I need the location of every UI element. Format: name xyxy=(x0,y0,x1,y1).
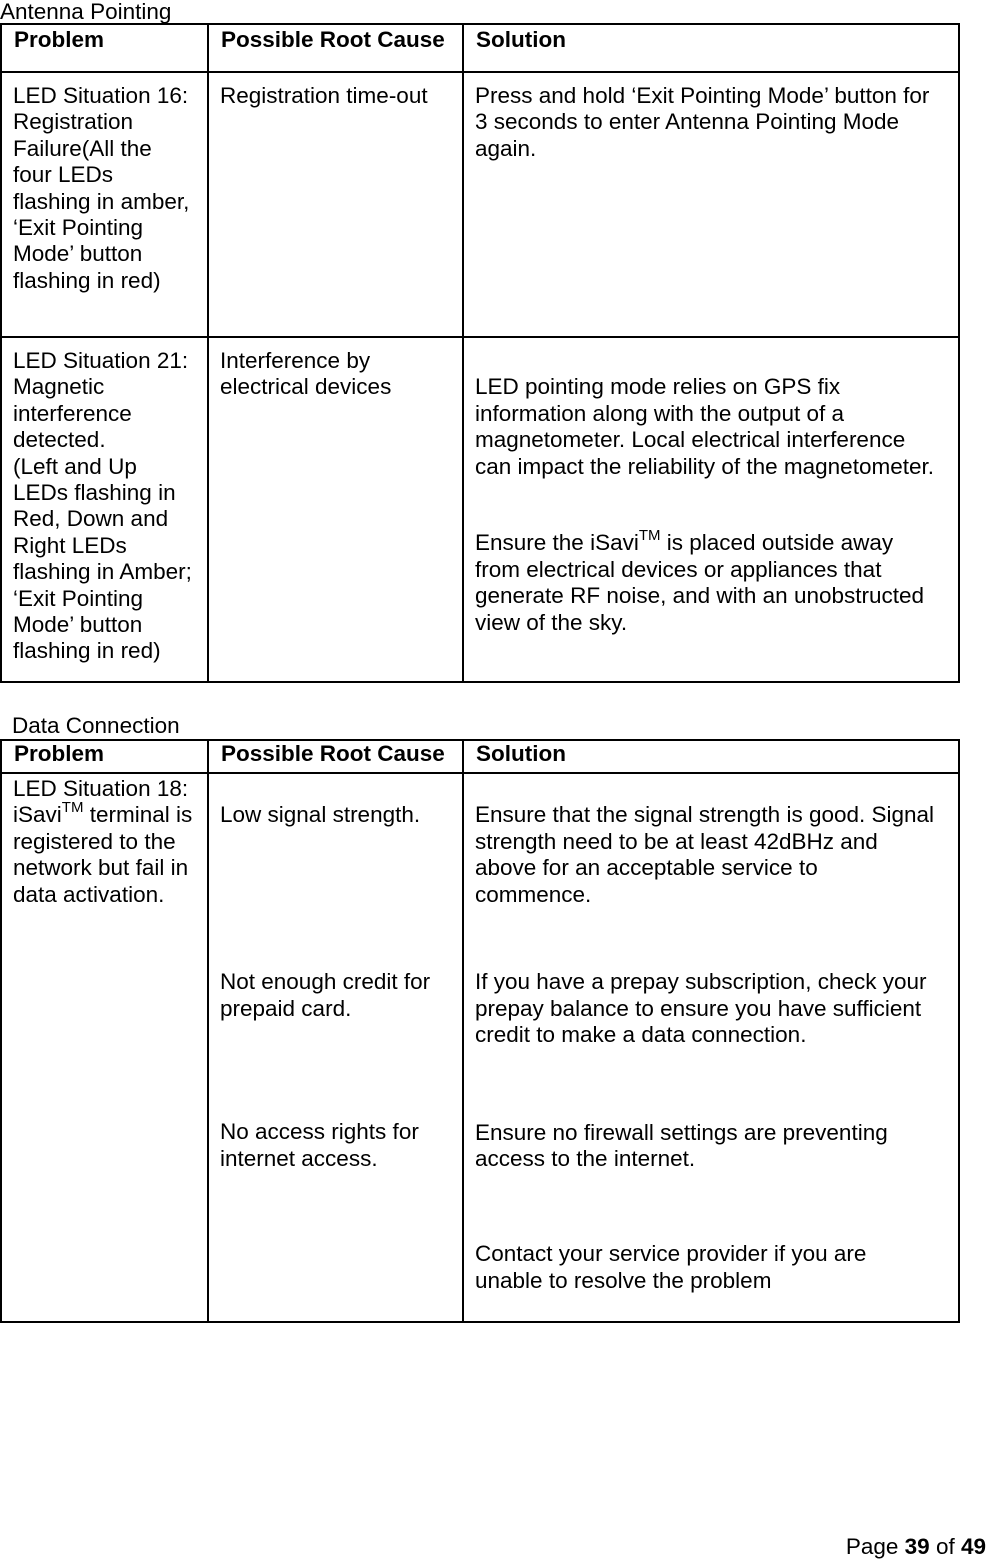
root-cause-text: Registration time-out xyxy=(220,83,428,108)
root-cause-cell xyxy=(208,72,463,337)
header-solution: Solution xyxy=(463,24,959,72)
root-cause-cell xyxy=(208,337,463,682)
solution-paragraph xyxy=(475,526,952,636)
header-problem: Problem xyxy=(1,24,208,72)
page-of-label: of xyxy=(929,1534,961,1559)
root-cause-item: Low signal strength. xyxy=(220,802,421,828)
page-footer xyxy=(846,1535,986,1559)
solution-item: Ensure that the signal strength is good. Signal strength need to be at least 42dBHz and above for an acceptable service to commence. xyxy=(475,802,935,907)
data-connection-table xyxy=(0,739,960,1323)
problem-cell xyxy=(1,337,208,682)
problem-text: LED Situation 16: Registration Failure(All the four LEDs flashing in amber, ‘Exit Pointing Mode’ button flashing in red) xyxy=(13,83,190,293)
header-problem: Problem xyxy=(1,740,208,773)
problem-text xyxy=(2,774,207,908)
page-label: Page xyxy=(845,1534,905,1559)
header-root-cause: Possible Root Cause xyxy=(208,740,463,773)
root-cause-cell xyxy=(208,773,463,1322)
problem-text: LED Situation 21: Magnetic interference detected. (Left and Up LEDs flashing in Red, Down and Right LEDs flashing in Amber; ‘Exit Pointing Mode’ button flashing in red) xyxy=(13,348,192,664)
header-solution: Solution xyxy=(463,740,959,773)
problem-cell xyxy=(1,72,208,337)
problem-cell xyxy=(1,773,208,1322)
problem-text-part: LED Situation 18: iSavi xyxy=(13,776,189,828)
problem-text-part: terminal is registered to the network but fail in data activation. xyxy=(13,802,193,907)
solution-item: If you have a prepay subscription, check your prepay balance to ensure you have sufficient credit to make a data connection. xyxy=(475,969,927,1048)
solution-cell xyxy=(463,72,959,337)
root-cause-item: Not enough credit for prepaid card. xyxy=(220,969,431,1021)
solution-paragraph: LED pointing mode relies on GPS fix information along with the output of a magnetometer. Local electrical interference can impact the reliability of the magnetometer. xyxy=(475,374,934,479)
antenna-pointing-table xyxy=(0,23,960,683)
root-cause-text xyxy=(209,774,462,1199)
table-row xyxy=(1,773,959,1322)
solution-text: Press and hold ‘Exit Pointing Mode’ button for 3 seconds to enter Antenna Pointing Mode again. xyxy=(475,83,930,161)
table-header-row xyxy=(1,24,959,72)
solution-item: Contact your service provider if you are unable to resolve the problem xyxy=(475,1241,867,1293)
solution-cell xyxy=(463,773,959,1322)
page-number: 39 xyxy=(904,1534,930,1559)
table-header-row xyxy=(1,740,959,773)
section-title-antenna-pointing: Antenna Pointing xyxy=(0,0,172,24)
trademark-superscript: TM xyxy=(61,798,84,816)
root-cause-text: Interference by electrical devices xyxy=(220,348,392,400)
table-row xyxy=(1,337,959,682)
solution-text xyxy=(464,774,958,1321)
table-row xyxy=(1,72,959,337)
header-root-cause: Possible Root Cause xyxy=(208,24,463,72)
solution-cell xyxy=(463,337,959,682)
solution-item: Ensure no firewall settings are preventing access to the internet. xyxy=(475,1120,888,1172)
trademark-superscript: TM xyxy=(638,526,661,544)
solution-text xyxy=(464,338,958,662)
page-total: 49 xyxy=(960,1534,986,1559)
solution-text-part: Ensure the iSavi xyxy=(475,530,639,556)
section-title-data-connection: Data Connection xyxy=(12,713,180,738)
solution-text-part: is placed outside away from electrical devices or appliances that generate RF noise, and with an unobstructed view of the sky. xyxy=(475,530,925,635)
root-cause-item: No access rights for internet access. xyxy=(220,1119,419,1171)
